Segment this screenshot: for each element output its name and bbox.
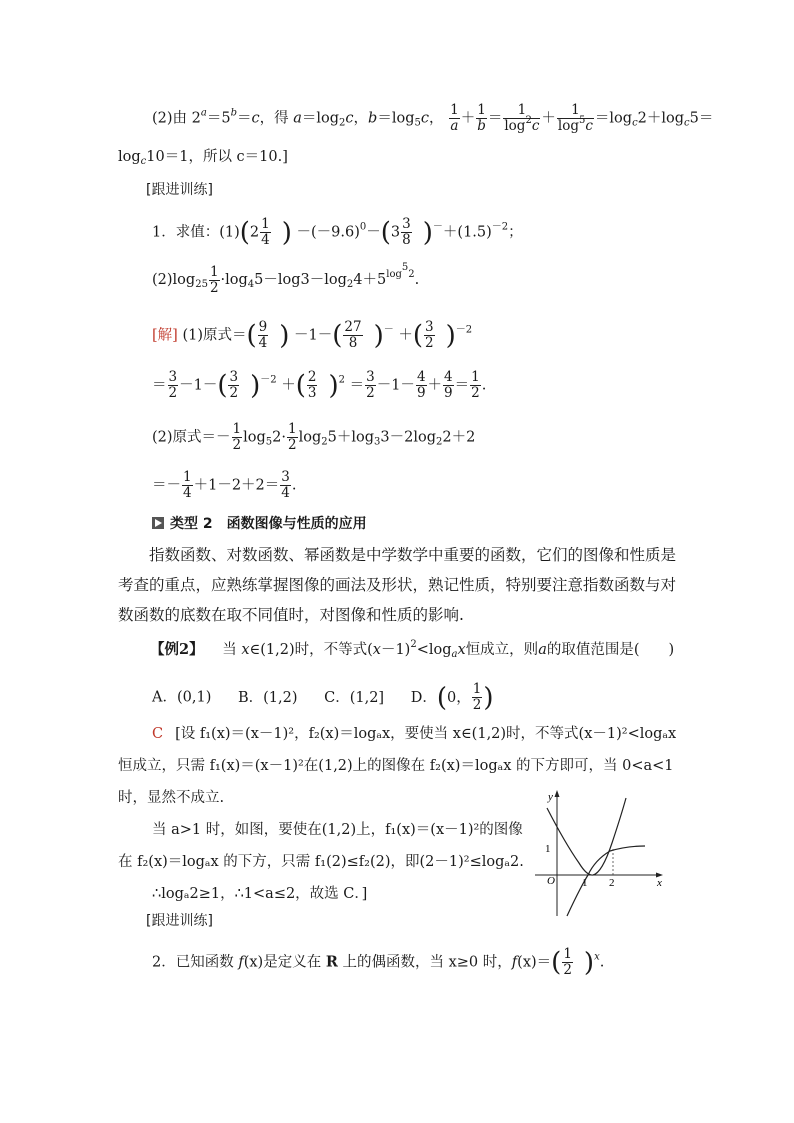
example-2-solution-line1: C [设 f₁(x)＝(x－1)²，f₂(x)＝logₐx，要使当 x∈(1,2)时，不等式(x－1)²<logₐx <box>152 726 677 742</box>
x-tick-1: 1 <box>582 877 588 889</box>
fraction-1-over-b: $\frac{1}{b}$ <box>477 102 486 134</box>
answer-letter: C <box>152 726 164 742</box>
follow-up-label-2: [跟进训练] <box>146 913 213 929</box>
fraction-1-over-log5c: $\frac{1}{\log^5c}$ <box>557 102 593 134</box>
fraction-1-over-log2c: $\frac{1}{\log^2c}$ <box>504 102 540 134</box>
option-b: B．(1,2) <box>237 689 298 706</box>
x-axis-label: x <box>657 877 662 889</box>
answer-1-line1: [解] (1)原式＝( $\frac{9}{4}$ ) －1－( $\frac{27}{8}$ )－ ＋( $\frac{3}{2}$ )$^{-2}$ <box>152 319 473 351</box>
option-d: D．(0， $\frac{1}{2}$ ) <box>410 681 494 713</box>
y-axis-arrow <box>555 790 560 797</box>
question-1-part1: 1．求值：(1)(2 $\frac{1}{4}$ ) $-(-9.6)^0-(3$ $\frac{3}{8}$ )$^-+(1.5)^{-2}$； <box>152 216 523 248</box>
question-2: 2．已知函数 f(x)是定义在 R 上的偶函数，当 x≥0 时，f(x)＝( $\frac{1}{2}$ )$^x$. <box>152 946 605 978</box>
example-2-options <box>152 682 493 713</box>
function-graph <box>535 788 665 918</box>
solution-part2-line1: (2)由 $2^a=5^b=c$，得 $a=\log_2c$，$b=\log_5c$， $\frac{1}{a}$ ＋ $\frac{1}{b}$ ＝ $\frac{1}{\log^2c}$ ＋ $\frac{1}{\log^5c}$ $=\log_c2+\log_c5=$ <box>152 102 714 134</box>
x-tick-2: 2 <box>609 877 615 889</box>
fraction-1-over-a: $\frac{1}{a}$ <box>450 102 459 134</box>
question-1-part2: $(2)\log_{25}$ $\frac{1}{2}$ $\cdot\log_45-\log 3-\log_24+5^{log^52}$. <box>152 262 420 296</box>
example-label: 【例2】 <box>150 641 204 658</box>
log-curve <box>567 846 645 916</box>
example-2-question: 【例2】 当 x∈(1,2)时，不等式$(x-1)^2<\log_ax$恒成立，则a的取值范围是( ) <box>150 639 675 660</box>
example-2-solution-line3: 时，显然不成立. <box>118 790 225 806</box>
answer-1-line4: ＝－ $\frac{1}{4}$ ＋1－2＋2＝ $\frac{3}{4}$ . <box>152 469 297 501</box>
solution-label: [解] <box>152 327 178 344</box>
answer-1-line3: (2)原式＝－ $\frac{1}{2}$ $\log_52\cdot$ $\frac{1}{2}$ $\log_25+\log_33-2\log_22+2$ <box>152 421 476 453</box>
section-heading: 类型 2 函数图像与性质的应用 <box>152 515 367 533</box>
y-tick-1: 1 <box>545 843 551 855</box>
parabola-curve <box>547 798 626 875</box>
option-a: A．(0,1) <box>152 689 212 706</box>
example-2-solution-line2: 恒成立，只需 f₁(x)＝(x－1)²在(1,2)上的图像在 f₂(x)＝logₐx 的下方即可，当 0<a<1 <box>118 758 674 774</box>
example-2-solution-line5: 在 f₂(x)＝logₐx 的下方，只需 f₁(2)≤f₂(2)，即(2－1)²≤logₐ2. <box>118 854 524 870</box>
example-2-solution-line4: 当 a>1 时，如图，要使在(1,2)上，f₁(x)＝(x－1)²的图像 <box>152 822 523 838</box>
section-paragraph: 指数函数、对数函数、幂函数是中学数学中重要的函数，它们的图像和性质是考查的重点，应熟练掌握图像的画法及形状，熟记性质，特别要注意指数函数与对数函数的底数在取不同值时，对图像和性质的影响. <box>118 546 677 624</box>
solution-part2-line2: $\log_c10=1$，所以 c＝10.] <box>118 149 288 167</box>
follow-up-label-1: [跟进训练] <box>146 182 213 198</box>
play-triangle-icon <box>152 517 164 529</box>
y-axis-label: y <box>548 791 553 803</box>
answer-1-line2: ＝ $\frac{3}{2}$ －1－( $\frac{3}{2}$ )$^{-2}$ ＋( $\frac{2}{3}$ )$^2$ ＝ $\frac{3}{2}$ －1－ $\frac{4}{9}$ ＋ $\frac{4}{9}$ ＝ $\frac{1}{2}$ . <box>152 369 487 401</box>
origin-label: O <box>547 875 555 887</box>
option-c: C．(1,2] <box>324 689 385 706</box>
example-2-solution-line6: ∴logₐ2≥1，∴1<a≤2，故选 C．] <box>152 886 368 902</box>
